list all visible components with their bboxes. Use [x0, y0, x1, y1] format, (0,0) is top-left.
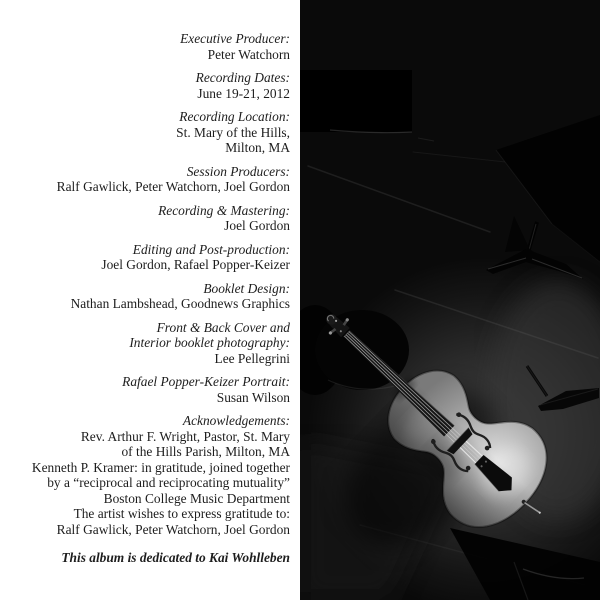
credits-list [0, 31, 290, 537]
credit-heading: Booklet Design: [203, 280, 290, 296]
credit-heading: Front & Back Cover and [156, 319, 290, 335]
dedication: This album is dedicated to Kai Wohlleben [61, 550, 290, 565]
credit-block [0, 164, 290, 195]
credit-block [0, 203, 290, 234]
credit-heading: Editing and Post-production: [132, 241, 290, 257]
credit-value: June 19-21, 2012 [197, 85, 290, 101]
credit-value: Ralf Gawlick, Peter Watchorn, Joel Gordon [56, 521, 290, 537]
credit-block [0, 242, 290, 273]
credit-block [0, 109, 290, 156]
credit-value: Milton, MA [225, 140, 290, 155]
credit-block [0, 31, 290, 62]
credit-value: Kenneth P. Kramer: in gratitude, joined together [31, 459, 290, 475]
credit-heading: Recording & Mastering: [158, 202, 290, 218]
credit-block [0, 320, 290, 367]
credit-value: by a “reciprocal and reciprocating mutuality” [47, 475, 290, 490]
credit-block [0, 281, 290, 312]
credit-value: The artist wishes to express gratitude to: [73, 506, 290, 521]
credit-value: Lee Pellegrini [214, 350, 290, 366]
credit-value: Susan Wilson [216, 389, 290, 405]
credit-value: St. Mary of the Hills, [176, 124, 290, 140]
credit-value: Joel Gordon, Rafael Popper-Keizer [101, 257, 290, 272]
credit-heading: Recording Dates: [195, 70, 290, 85]
credit-heading: Session Producers: [186, 163, 290, 179]
credit-value: Rev. Arthur F. Wright, Pastor, St. Mary [80, 428, 290, 444]
credit-value: Peter Watchorn [207, 46, 290, 62]
credit-heading: Executive Producer: [180, 31, 290, 46]
credit-heading: Acknowledgements: [182, 413, 290, 428]
credit-value: Ralf Gawlick, Peter Watchorn, Joel Gordon [56, 179, 290, 194]
credit-block [0, 413, 290, 537]
credit-value: of the Hills Parish, Milton, MA [121, 444, 290, 459]
credit-value: Nathan Lambshead, Goodnews Graphics [70, 296, 290, 311]
credit-value: Boston College Music Department [103, 490, 290, 506]
credit-block [0, 374, 290, 405]
cello-photo-art [300, 0, 600, 600]
cello-photo [300, 0, 600, 600]
credit-heading: Interior booklet photography: [129, 335, 290, 350]
credit-block [0, 70, 290, 101]
credit-heading: Rafael Popper-Keizer Portrait: [122, 374, 290, 389]
credit-value: Joel Gordon [224, 218, 290, 233]
credit-heading: Recording Location: [179, 109, 290, 124]
